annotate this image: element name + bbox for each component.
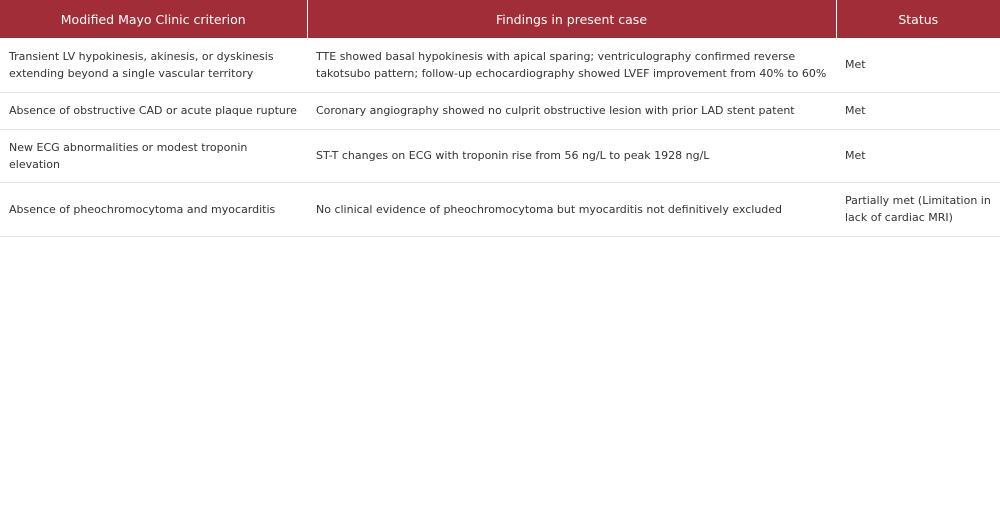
findings-cell: ST-T changes on ECG with troponin rise from 56 ng/L to peak 1928 ng/L [307, 129, 836, 182]
table-header [0, 0, 1000, 38]
table-row [0, 38, 1000, 92]
header-status: Status [836, 0, 1000, 38]
table-row [0, 92, 1000, 129]
header-criterion: Modified Mayo Clinic criterion [0, 0, 307, 38]
table-body [0, 38, 1000, 236]
header-findings: Findings in present case [307, 0, 836, 38]
status-cell: Met [836, 92, 1000, 129]
table-row [0, 182, 1000, 236]
status-cell: Partially met (Limitation in lack of cardiac MRI) [836, 182, 1000, 236]
status-cell: Met [836, 129, 1000, 182]
criterion-cell: New ECG abnormalities or modest troponin elevation [0, 129, 307, 182]
findings-cell: TTE showed basal hypokinesis with apical sparing; ventriculography confirmed reverse takotsubo pattern; follow-up echocardiography showed LVEF improvement from 40% to 60% [307, 38, 836, 92]
criterion-cell: Absence of obstructive CAD or acute plaque rupture [0, 92, 307, 129]
criterion-cell: Absence of pheochromocytoma and myocarditis [0, 182, 307, 236]
criteria-table [0, 0, 1000, 237]
status-cell: Met [836, 38, 1000, 92]
table-row [0, 129, 1000, 182]
header-row [0, 0, 1000, 38]
findings-cell: Coronary angiography showed no culprit obstructive lesion with prior LAD stent patent [307, 92, 836, 129]
criterion-cell: Transient LV hypokinesis, akinesis, or dyskinesis extending beyond a single vascular territory [0, 38, 307, 92]
findings-cell: No clinical evidence of pheochromocytoma but myocarditis not definitively excluded [307, 182, 836, 236]
